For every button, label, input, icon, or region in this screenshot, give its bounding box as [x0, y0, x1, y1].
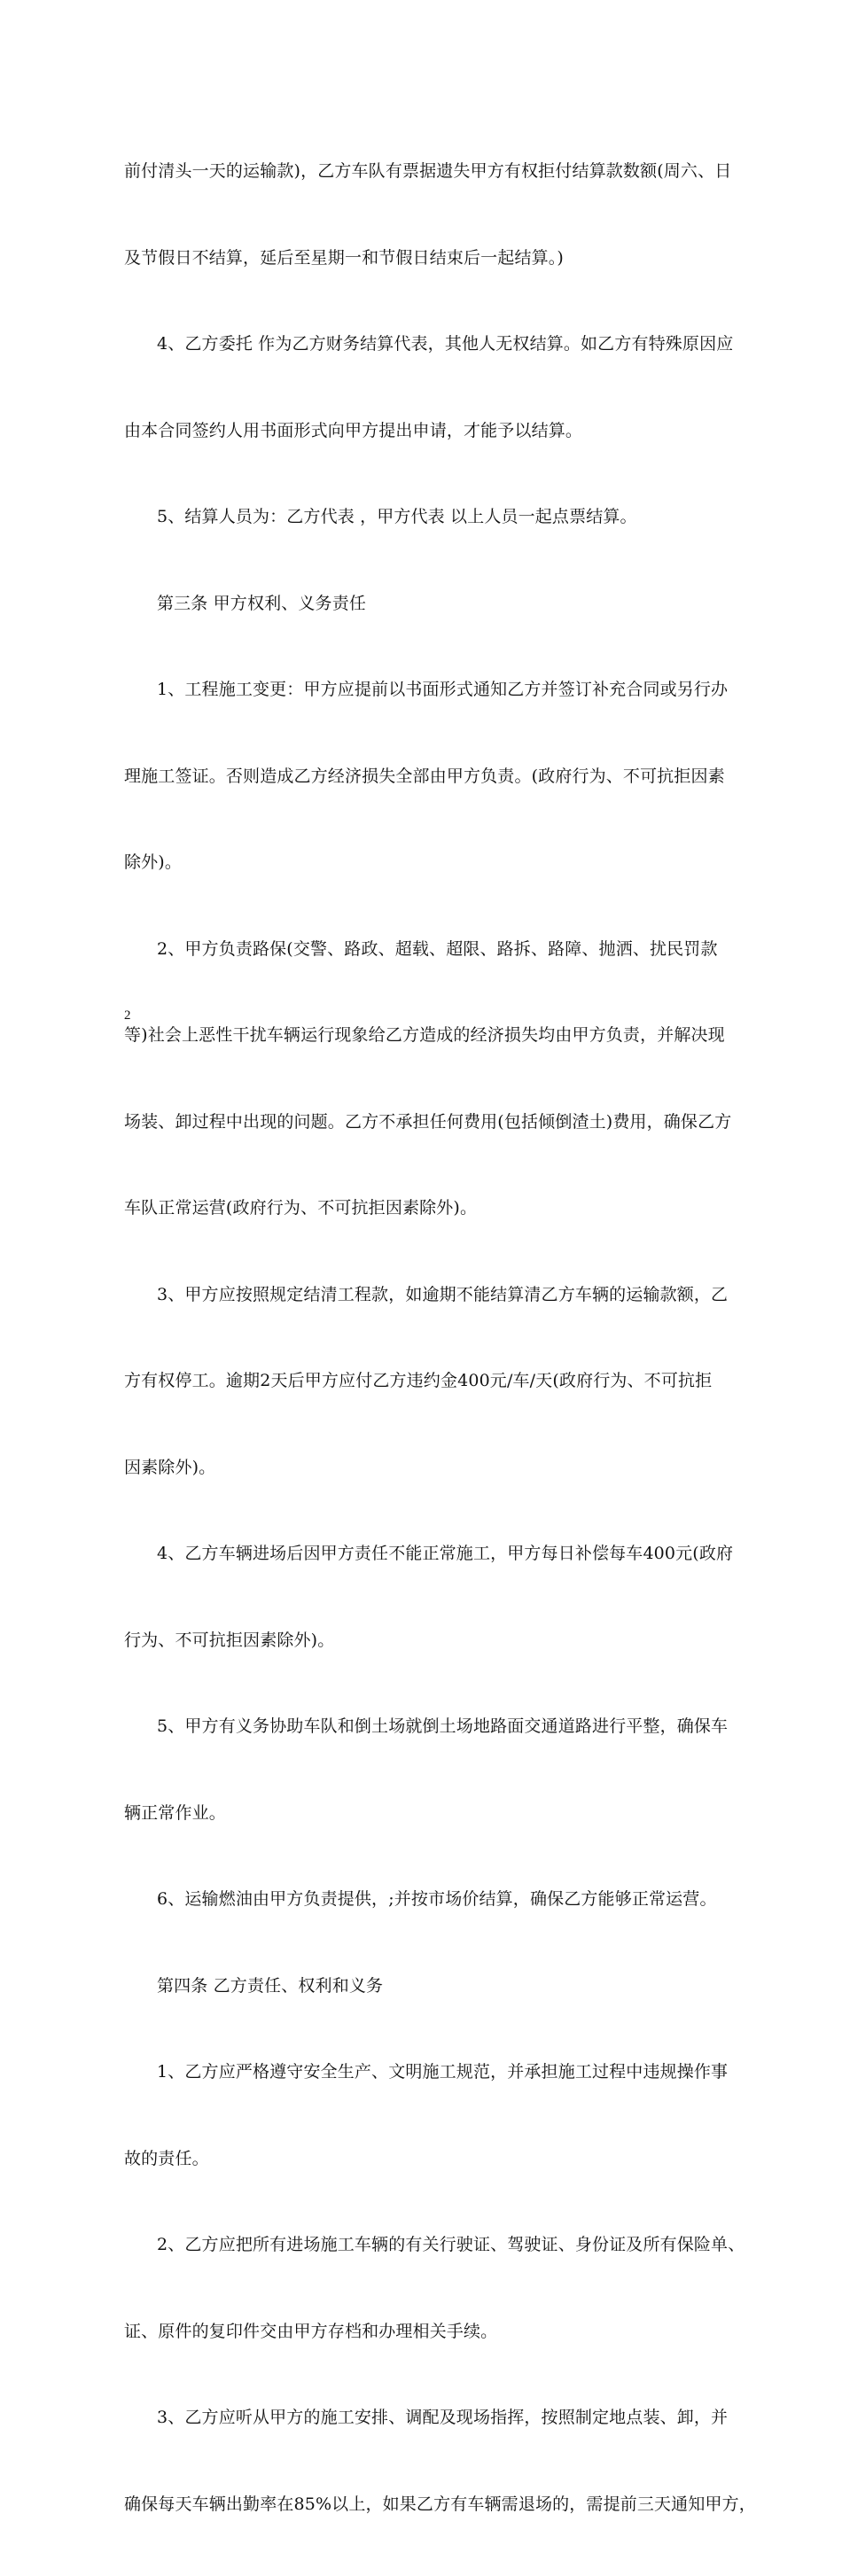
page-number: 2: [124, 1008, 131, 1023]
text-line: 2、乙方应把所有进场施工车辆的有关行驶证、驾驶证、身份证及所有保险单、: [157, 2235, 745, 2254]
text-line: 行为、不可抗拒因素除外)。: [124, 1630, 335, 1650]
text-line: 及节假日不结算，延后至星期一和节假日结束后一起结算。): [124, 247, 564, 268]
text-line: 故的责任。: [124, 2148, 209, 2168]
text-line: 等)社会上恶性干扰车辆运行现象给乙方造成的经济损失均由甲方负责，并解决现: [124, 1025, 725, 1045]
text-line: 证、原件的复印件交由甲方存档和办理相关手续。: [124, 2321, 498, 2341]
text-line: 场装、卸过程中出现的问题。乙方不承担任何费用(包括倾倒渣土)费用，确保乙方: [124, 1111, 732, 1132]
section-heading: 第四条 乙方责任、权利和义务: [157, 1975, 384, 1996]
text-line: 因素除外)。: [124, 1457, 216, 1477]
section-heading: 第三条 甲方权利、义务责任: [157, 593, 366, 613]
text-line: 理施工签证。否则造成乙方经济损失全部由甲方负责。(政府行为、不可抗拒因素: [124, 766, 725, 786]
text-line: 除外)。: [124, 852, 183, 872]
text-line: 4、乙方委托 作为乙方财务结算代表，其他人无权结算。如乙方有特殊原因应: [157, 334, 734, 354]
text-line: 前付清头一天的运输款)，乙方车队有票据遗失甲方有权拒付结算款数额(周六、日: [124, 161, 732, 181]
document-body: [124, 99, 756, 2576]
text-line: 3、乙方应听从甲方的施工安排、调配及现场指挥，按照制定地点装、卸，并: [157, 2408, 729, 2427]
text-line: 辆正常作业。: [124, 1802, 226, 1823]
text-line: 方有权停工。逾期2天后甲方应付乙方违约金400元/车/天(政府行为、不可抗拒: [124, 1371, 713, 1390]
text-line: 确保每天车辆出勤率在85%以上，如果乙方有车辆需退场的，需提前三天通知甲方，: [124, 2494, 756, 2514]
text-line: 1、工程施工变更：甲方应提前以书面形式通知乙方并签订补充合同或另行办: [157, 680, 729, 699]
document-text: [124, 99, 756, 2576]
text-line: 2、甲方负责路保(交警、路政、超载、超限、路拆、路障、抛洒、扰民罚款: [157, 938, 718, 959]
text-line: 5、结算人员为：乙方代表 ，甲方代表 以上人员一起点票结算。: [157, 507, 637, 526]
text-line: 3、甲方应按照规定结清工程款，如逾期不能结算清乙方车辆的运输款额，乙: [157, 1284, 729, 1304]
text-line: 由本合同签约人用书面形式向甲方提出申请，才能予以结算。: [124, 420, 583, 440]
text-line: 5、甲方有义务协助车队和倒土场就倒土场地路面交通道路进行平整，确保车: [157, 1716, 729, 1736]
text-line: 4、乙方车辆进场后因甲方责任不能正常施工，甲方每日补偿每车400元(政府: [157, 1544, 734, 1563]
text-line: 6、运输燃油由甲方负责提供，;并按市场价结算，确保乙方能够正常运营。: [157, 1889, 717, 1909]
text-line: 1、乙方应严格遵守安全生产、文明施工规范，并承担施工过程中违规操作事: [157, 2062, 729, 2082]
text-line: 车队正常运营(政府行为、不可抗拒因素除外)。: [124, 1198, 478, 1218]
